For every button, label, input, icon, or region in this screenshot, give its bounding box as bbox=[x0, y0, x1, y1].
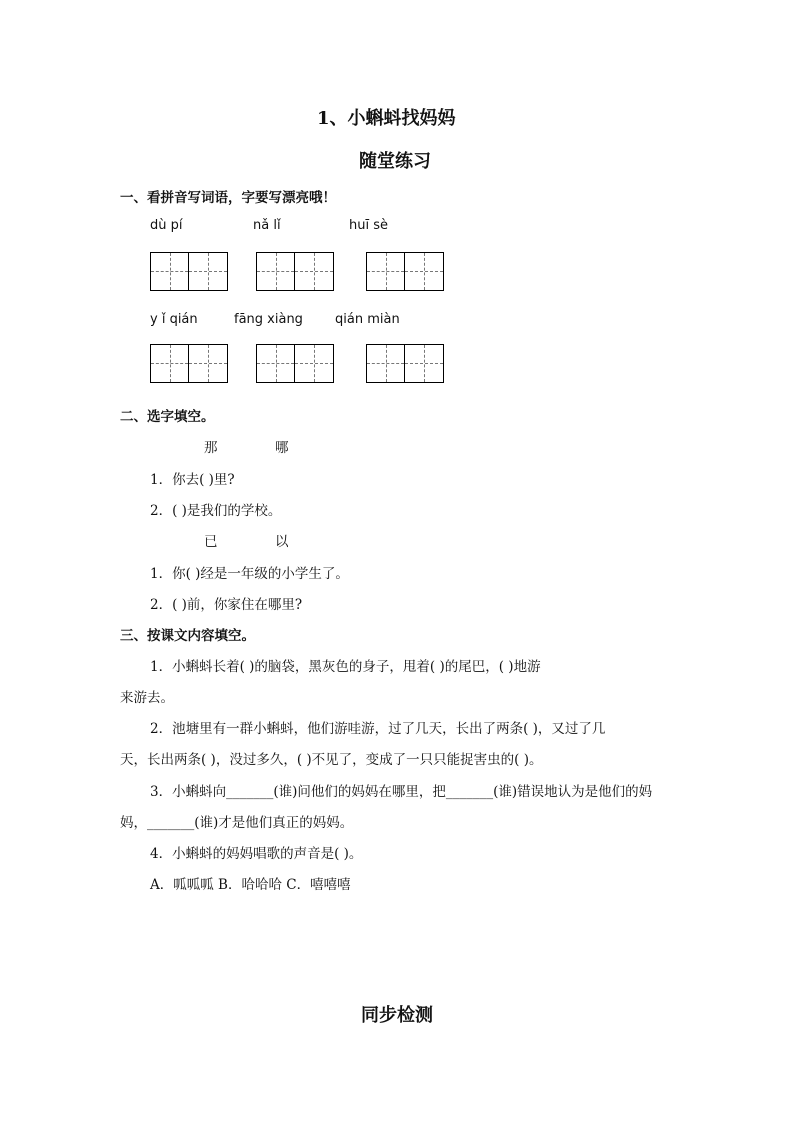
section-3-heading: 三、按课文内容填空。 bbox=[120, 628, 255, 644]
writing-cell[interactable] bbox=[151, 253, 189, 290]
writing-cell[interactable] bbox=[367, 345, 405, 382]
question-line: 1．小蝌蚪长着( )的脑袋，黑灰色的身子，甩着( )的尾巴，( )地游 bbox=[150, 659, 541, 675]
question-line: 2．池塘里有一群小蝌蚪，他们游哇游，过了几天，长出了两条( )，又过了几 bbox=[150, 721, 606, 737]
writing-cell[interactable] bbox=[257, 253, 295, 290]
writing-cell[interactable] bbox=[405, 345, 443, 382]
question-line: 4．小蝌蚪的妈妈唱歌的声音是( )。 bbox=[150, 846, 363, 862]
char-choice: 以 bbox=[275, 534, 289, 550]
char-choice: 那 bbox=[204, 440, 218, 456]
writing-cell[interactable] bbox=[295, 345, 333, 382]
writing-grid[interactable] bbox=[150, 252, 228, 291]
writing-cell[interactable] bbox=[295, 253, 333, 290]
question-line: 1．你( )经是一年级的小学生了。 bbox=[150, 566, 349, 582]
pinyin-label: dù pí bbox=[150, 218, 183, 233]
question-line: 天，长出两条( )，没过多久，( )不见了，变成了一只只能捉害虫的( )。 bbox=[120, 752, 543, 768]
pinyin-label: fāng xiàng bbox=[234, 312, 303, 327]
question-line: 3．小蝌蚪向_______(谁)问他们的妈妈在哪里，把_______(谁)错误地认为是他们的妈 bbox=[150, 784, 653, 800]
writing-cell[interactable] bbox=[405, 253, 443, 290]
char-choice: 已 bbox=[204, 534, 218, 550]
question-line: 2．( )是我们的学校。 bbox=[150, 503, 282, 519]
footer-section-title: 同步检测 bbox=[361, 1005, 433, 1026]
section-1-heading: 一、看拼音写词语，字要写漂亮哦！ bbox=[120, 190, 336, 206]
section-2-heading: 二、选字填空。 bbox=[120, 409, 215, 425]
pinyin-label: y ǐ qián bbox=[150, 312, 198, 327]
question-line: 妈，_______(谁)才是他们真正的妈妈。 bbox=[120, 815, 354, 831]
writing-cell[interactable] bbox=[189, 253, 227, 290]
writing-grid[interactable] bbox=[256, 344, 334, 383]
pinyin-label: qián miàn bbox=[335, 312, 400, 327]
writing-grid[interactable] bbox=[366, 252, 444, 291]
writing-cell[interactable] bbox=[257, 345, 295, 382]
writing-grid[interactable] bbox=[256, 252, 334, 291]
question-line: 2．( )前，你家住在哪里? bbox=[150, 597, 303, 613]
answer-options: A．呱呱呱 B．哈哈哈 C．嘻嘻嘻 bbox=[150, 877, 351, 893]
pinyin-label: nǎ lǐ bbox=[253, 218, 281, 233]
worksheet-title: 1、小蝌蚪找妈妈 bbox=[317, 108, 456, 129]
question-line: 1．你去( )里? bbox=[150, 472, 235, 488]
pinyin-label: huī sè bbox=[349, 218, 388, 233]
writing-cell[interactable] bbox=[367, 253, 405, 290]
writing-cell[interactable] bbox=[151, 345, 189, 382]
writing-grid[interactable] bbox=[366, 344, 444, 383]
worksheet-subtitle: 随堂练习 bbox=[359, 151, 431, 172]
char-choice: 哪 bbox=[275, 440, 289, 456]
question-line: 来游去。 bbox=[120, 690, 174, 706]
writing-grid[interactable] bbox=[150, 344, 228, 383]
writing-cell[interactable] bbox=[189, 345, 227, 382]
